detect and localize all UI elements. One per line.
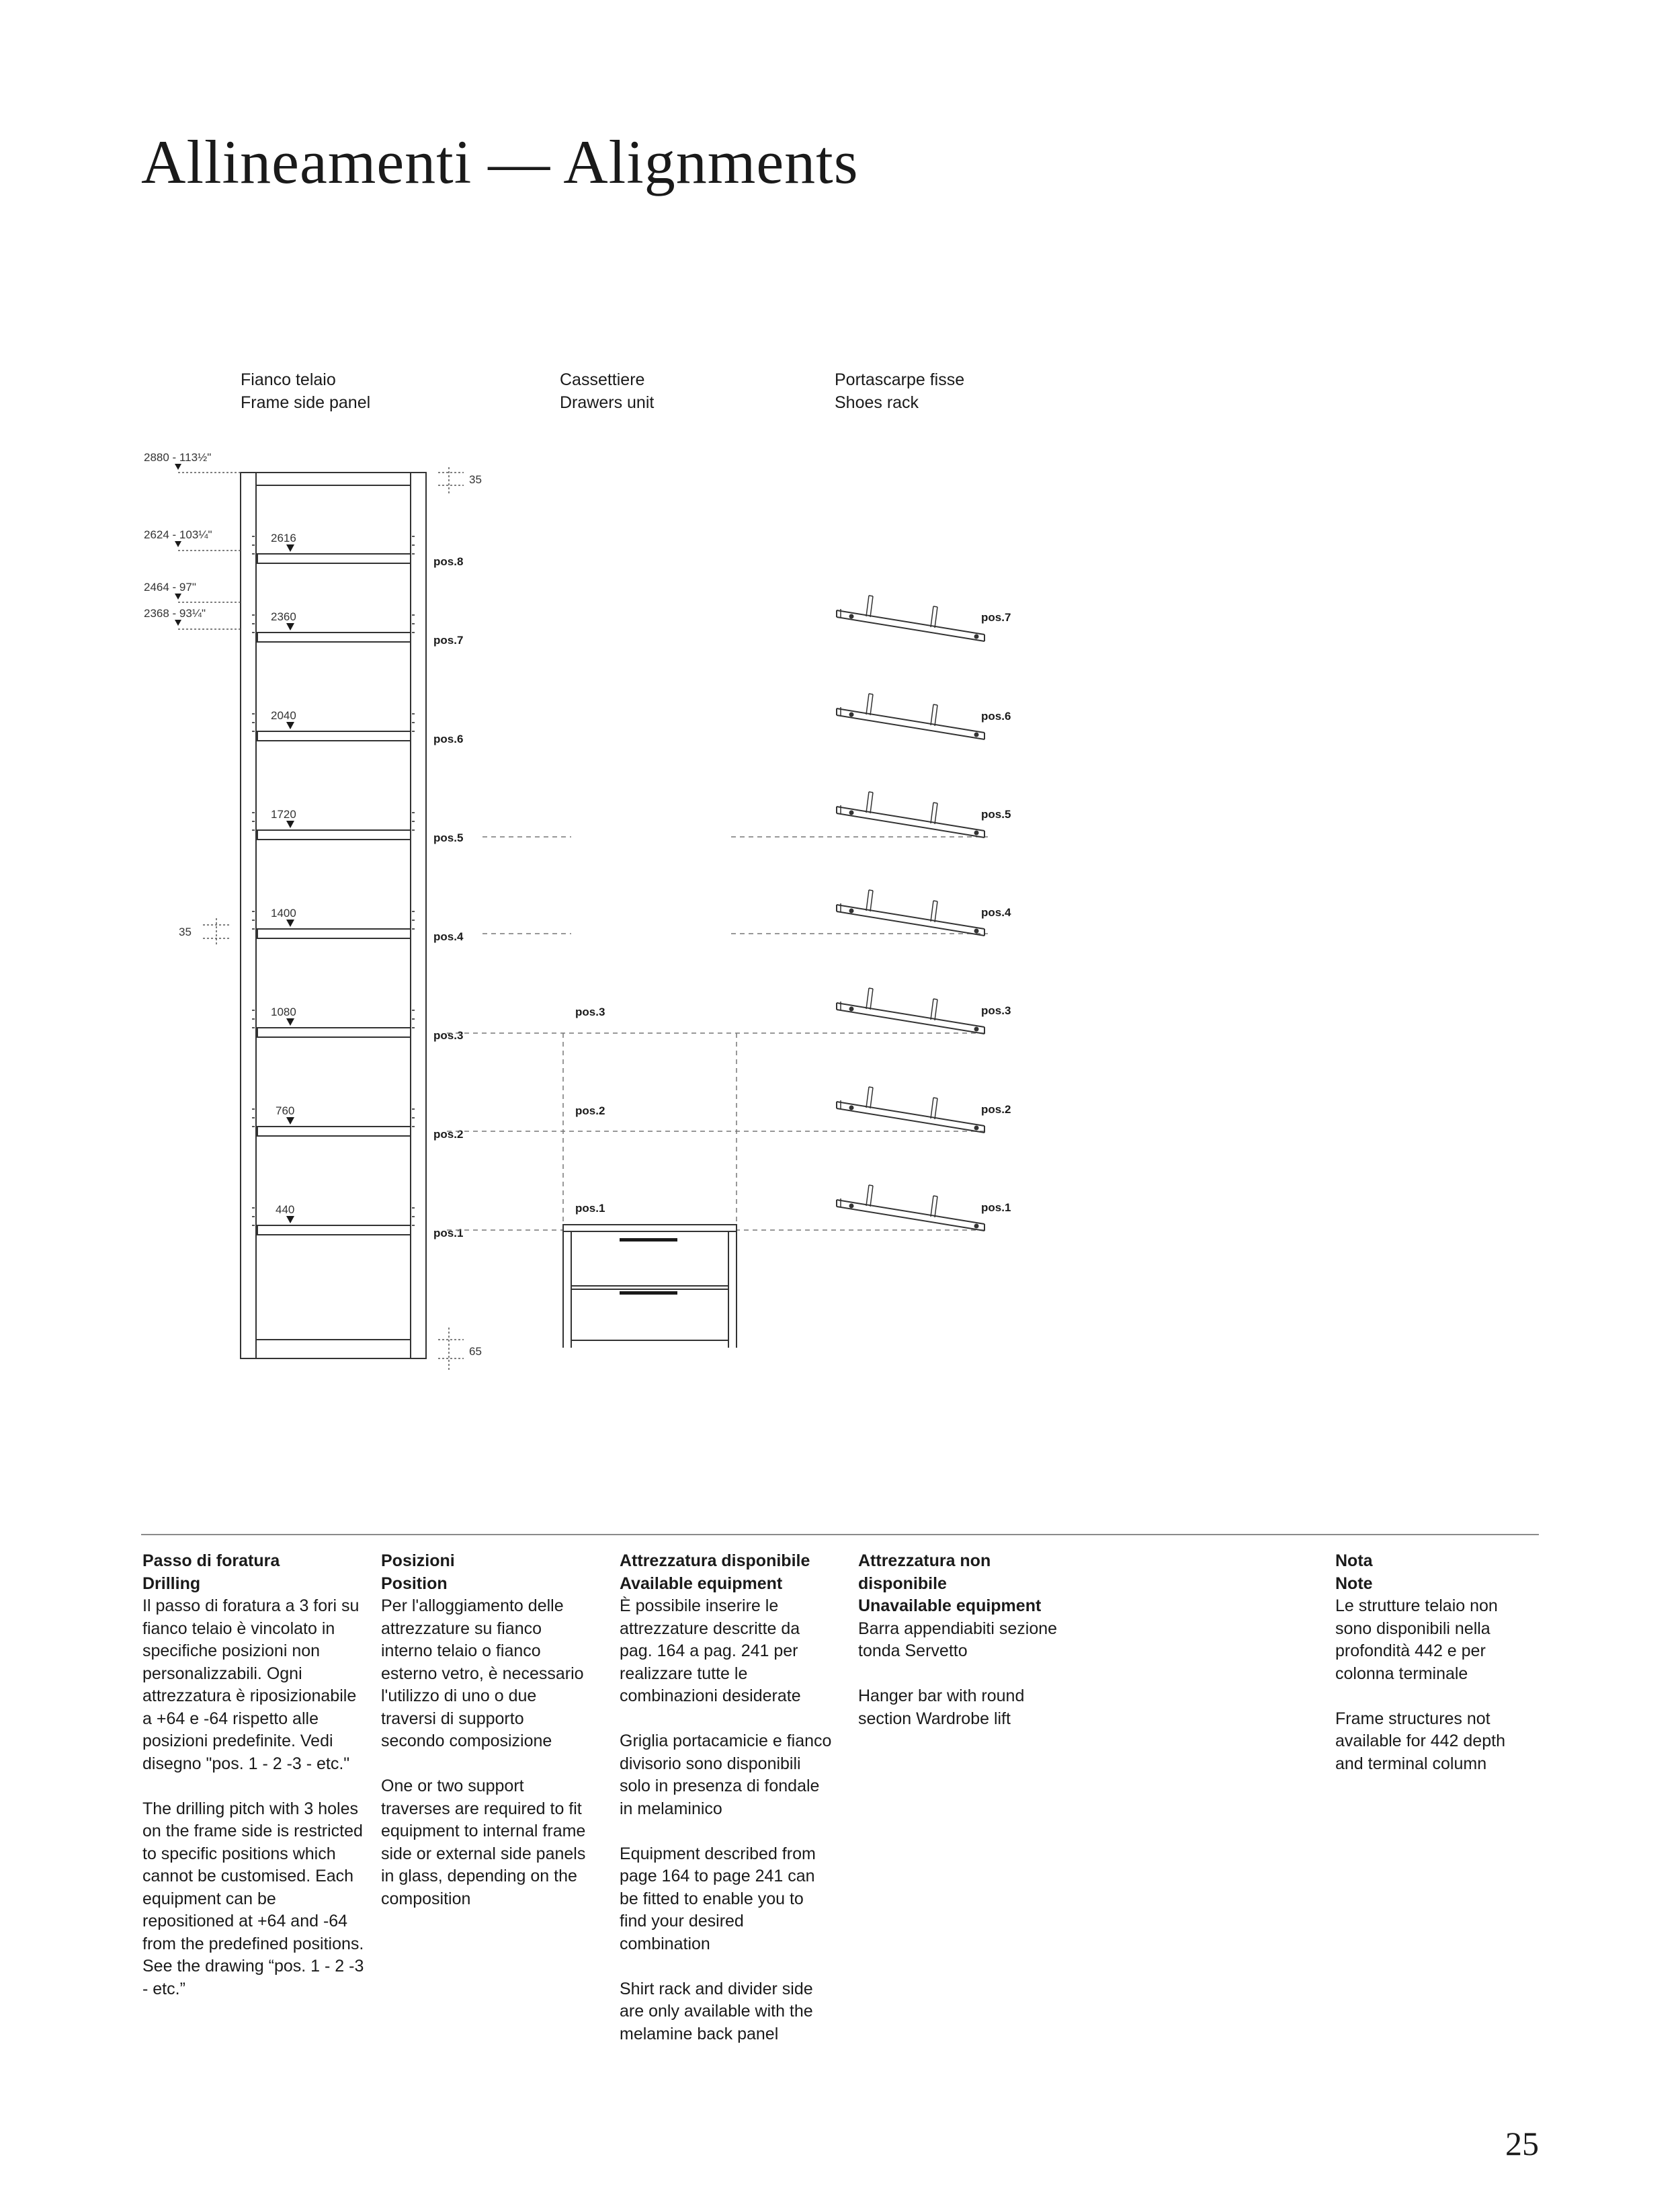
frame-pos-7: pos.7 [433, 634, 464, 647]
shelf-height-2360: 2360 [271, 610, 296, 623]
position-text-en: One or two support traverses are required to fit equipment to internal frame side or external side panels in glass, depending on the composition [381, 1777, 586, 1908]
frame-pos-8: pos.8 [433, 555, 464, 568]
notes-position [381, 1550, 589, 1910]
shoe-rack-pos-2 [837, 1087, 984, 1133]
unavailable-title-it: Attrezzatura non disponibile [858, 1551, 991, 1593]
shoes-pos-6: pos.6 [981, 710, 1011, 723]
shoe-rack-pos-5 [837, 792, 984, 838]
shelf-pos-5 [257, 830, 411, 840]
frame-pos-5: pos.5 [433, 831, 464, 844]
shelf-pos-7 [257, 633, 411, 642]
unavailable-title-en: Unavailable equipment [858, 1596, 1042, 1615]
unavailable-text-en: Hanger bar with round section Wardrobe lift [858, 1686, 1025, 1728]
page-title: Allineamenti — Alignments [141, 128, 859, 196]
unavailable-text-it: Barra appendiabiti sezione tonda Servetto [858, 1619, 1058, 1660]
page-number: 25 [1505, 2125, 1539, 2162]
available-text-it-2: Griglia portacamicie e fianco divisorio sono disponibili solo in presenza di fondale in melaminico [620, 1732, 832, 1818]
frame-heading-it: Fianco telaio [241, 370, 336, 389]
shoe-rack-pos-1 [837, 1185, 984, 1231]
available-text-en-1: Equipment described from page 164 to page 241 can be fitted to enable you to find your desired combination [620, 1844, 816, 1953]
available-title-en: Available equipment [620, 1574, 783, 1593]
shoes-pos-2: pos.2 [981, 1103, 1011, 1116]
shelf-height-760: 760 [276, 1104, 295, 1117]
notes-unavailable-equipment [858, 1550, 1073, 1730]
frame-pos-6: pos.6 [433, 733, 464, 745]
frame-pos-1: pos.1 [433, 1227, 464, 1239]
height-2464: 2464 - 97" [144, 581, 196, 594]
alignment-lines [447, 837, 988, 1230]
shoe-rack-pos-7 [837, 596, 984, 641]
drawers-pos-2: pos.2 [575, 1104, 605, 1117]
frame-pos-3: pos.3 [433, 1029, 464, 1042]
section-divider [141, 1534, 1539, 1535]
overall-heights [144, 451, 241, 629]
notes-available-equipment [620, 1550, 835, 2045]
position-title-it: Posizioni [381, 1551, 455, 1570]
frame-pos-4: pos.4 [433, 930, 464, 943]
shoe-rack-pos-3 [837, 988, 984, 1034]
shelf-pos-2 [257, 1127, 411, 1136]
note-text-it: Le strutture telaio non sono disponibili nella profondità 442 e per colonna terminale [1335, 1596, 1498, 1683]
drilling-text-it: Il passo di foratura a 3 fori su fianco telaio è vincolato in specifiche posizioni non personalizzabili. Ogni attrezzatura è riposizionabile a +64 e -64 rispetto alle posizioni predefinite. Vedi disegno "pos. 1 - 2 -3 - etc." [142, 1596, 360, 1773]
shoes-pos-4: pos.4 [981, 906, 1011, 919]
drawers-pos-3: pos.3 [575, 1006, 605, 1018]
height-2624: 2624 - 103¼" [144, 528, 212, 541]
available-text-it-1: È possibile inserire le attrezzature descritte da pag. 164 a pag. 241 per realizzare tutte le combinazioni desiderate [620, 1596, 801, 1705]
shoes-pos-3: pos.3 [981, 1004, 1011, 1017]
shoes-heading-it: Portascarpe fisse [835, 370, 965, 389]
position-text-it: Per l'alloggiamento delle attrezzature su fianco interno telaio o fianco esterno vetro, è necessario l'utilizzo di uno o due traversi di supporto secondo composizione [381, 1596, 584, 1750]
shelf-height-2616: 2616 [271, 532, 296, 544]
drawer-handle-icon [620, 1238, 677, 1242]
shoes-heading-en: Shoes rack [835, 393, 919, 412]
shelf-height-2040: 2040 [271, 709, 296, 722]
drilling-title-it: Passo di foratura [142, 1551, 280, 1570]
available-text-en-2: Shirt rack and divider side are only available with the melamine back panel [620, 1979, 813, 2043]
shoes-pos-7: pos.7 [981, 611, 1011, 624]
shelf-arrow-icons [286, 544, 294, 1223]
shoes-pos-5: pos.5 [981, 808, 1011, 821]
shoe-rack-pos-6 [837, 694, 984, 739]
bottom-gap-dimension [438, 1328, 482, 1371]
shelf-pos-6 [257, 731, 411, 741]
shelf-pos-3 [257, 1028, 411, 1037]
shelf-pos-1 [257, 1225, 411, 1235]
left-gap-value: 35 [179, 926, 192, 938]
shoe-rack-pos-4 [837, 890, 984, 936]
shelf-height-1400: 1400 [271, 907, 296, 920]
drawers-heading-en: Drawers unit [560, 393, 655, 412]
drawers-heading-it: Cassettiere [560, 370, 645, 389]
shelf-pos-4 [257, 929, 411, 938]
note-title-it: Nota [1335, 1551, 1373, 1570]
bottom-gap-value: 65 [469, 1345, 482, 1358]
shelf-height-1080: 1080 [271, 1006, 296, 1018]
shelf-pos-8 [257, 554, 411, 563]
drilling-text-en: The drilling pitch with 3 holes on the frame side is restricted to specific positions which cannot be customised. Each equipment can be repositioned at +64 and -64 from the predefined positions. See the drawing “pos. 1 - 2 -3 - etc.” [142, 1799, 364, 1998]
drawer-handle-icon [620, 1291, 677, 1295]
shelf-height-440: 440 [276, 1203, 295, 1216]
height-2368: 2368 - 93¼" [144, 607, 206, 620]
position-title-en: Position [381, 1574, 448, 1593]
notes-drilling [142, 1550, 364, 2000]
left-gap-dimension [179, 918, 230, 945]
height-2880: 2880 - 113½" [144, 451, 212, 464]
frame-heading-en: Frame side panel [241, 393, 371, 412]
notes-note [1335, 1550, 1537, 1775]
top-gap-dimension [438, 467, 482, 494]
drawers-unit [563, 1225, 737, 1348]
note-text-en: Frame structures not available for 442 depth and terminal column [1335, 1709, 1505, 1773]
top-gap-value: 35 [469, 473, 482, 486]
available-title-it: Attrezzatura disponibile [620, 1551, 810, 1570]
drawers-pos-1: pos.1 [575, 1202, 605, 1215]
drilling-title-en: Drilling [142, 1574, 201, 1593]
shoes-pos-1: pos.1 [981, 1201, 1011, 1214]
shelf-height-1720: 1720 [271, 808, 296, 821]
note-title-en: Note [1335, 1574, 1373, 1593]
frame-pos-2: pos.2 [433, 1128, 464, 1141]
